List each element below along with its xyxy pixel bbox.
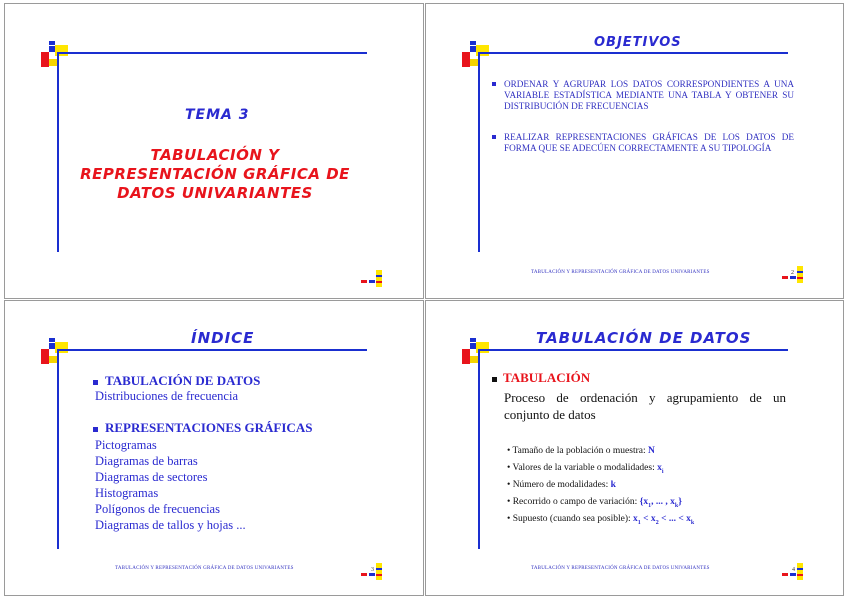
title-line-1: TABULACIÓN Y — [150, 146, 280, 164]
corner-logo-icon — [41, 338, 71, 372]
header-rule — [57, 52, 367, 54]
slide-1 — [4, 3, 424, 299]
corner-logo-icon — [462, 338, 492, 372]
page-number: 2 — [791, 270, 794, 276]
objective-item-1 — [504, 79, 794, 112]
page-number: 4 — [792, 567, 795, 573]
corner-logo-icon — [41, 41, 71, 75]
tabulacion-heading: TABULACIÓN — [492, 370, 590, 386]
index-item: Polígonos de frecuencias — [95, 502, 220, 516]
corner-logo-icon — [462, 41, 492, 75]
slide-3-title: ÍNDICE — [191, 329, 255, 347]
bullet-icon — [492, 377, 497, 382]
mini-logo-icon — [361, 563, 383, 581]
side-rule — [478, 349, 480, 549]
objective-text-1: ORDENAR Y AGRUPAR LOS DATOS CORRESPONDIENTES A UNA VARIABLE ESTADÍSTICA MEDIANTE UNA TABLA Y OBTENER SU DISTRIBUCIÓN DE FRECUENCIAS — [504, 79, 794, 111]
index-item: Diagramas de sectores — [95, 470, 208, 484]
mini-logo-icon — [782, 563, 804, 581]
side-rule — [478, 52, 480, 252]
page-number: 3 — [371, 567, 374, 573]
index-item: Distribuciones de frecuencia — [95, 389, 238, 403]
header-rule — [57, 349, 367, 351]
bullet-icon — [492, 82, 496, 86]
tabulacion-definition: Proceso de ordenación y agrupamiento de un conjunto de datos — [504, 390, 786, 422]
definition-item: • Número de modalidades: k — [507, 480, 616, 490]
bullet-icon — [93, 380, 98, 385]
mini-logo-icon — [782, 266, 804, 284]
slide-footer: TABULACIÓN Y REPRESENTACIÓN GRÁFICA DE DATOS UNIVARIANTES — [531, 566, 710, 571]
slide-4 — [425, 300, 844, 596]
title-line-3: DATOS UNIVARIANTES — [117, 184, 313, 202]
slide-1-title — [45, 146, 385, 203]
slide-2-title: OBJETIVOS — [594, 35, 682, 50]
slide-footer: TABULACIÓN Y REPRESENTACIÓN GRÁFICA DE DATOS UNIVARIANTES — [531, 270, 710, 275]
slide-footer: TABULACIÓN Y REPRESENTACIÓN GRÁFICA DE DATOS UNIVARIANTES — [115, 566, 294, 571]
title-line-2: REPRESENTACIÓN GRÁFICA DE — [80, 165, 350, 183]
tema-label: TEMA 3 — [185, 107, 250, 123]
index-item: Pictogramas — [95, 438, 157, 452]
definition-item: • Recorrido o campo de variación: {$x_1$, ... , $x_k$} — [507, 497, 682, 509]
slide-4-title: TABULACIÓN DE DATOS — [536, 329, 752, 347]
index-section-2: REPRESENTACIONES GRÁFICAS — [93, 420, 312, 436]
definition-item: • Valores de la variable o modalidades: $x_i$ — [507, 463, 664, 475]
bullet-icon — [93, 427, 98, 432]
slide-2 — [425, 3, 844, 299]
index-item: Diagramas de barras — [95, 454, 198, 468]
side-rule — [57, 349, 59, 549]
index-item: Histogramas — [95, 486, 159, 500]
header-rule — [478, 52, 788, 54]
index-item: Diagramas de tallos y hojas ... — [95, 518, 246, 532]
mini-logo-icon — [361, 270, 383, 288]
index-section-1: TABULACIÓN DE DATOS — [93, 373, 260, 389]
slide-3 — [4, 300, 424, 596]
objective-item-2 — [504, 132, 794, 154]
definition-item: • Tamaño de la población o muestra: N — [507, 446, 655, 456]
objective-text-2: REALIZAR REPRESENTACIONES GRÁFICAS DE LOS DATOS DE FORMA QUE SE ADECÚEN CORRECTAMENTE A SU TIPOLOGÍA — [504, 132, 794, 153]
definition-item: • Supuesto (cuando sea posible): $x_1 < x_2$ < ... < $x_k$ — [507, 514, 695, 526]
header-rule — [478, 349, 788, 351]
bullet-icon — [492, 135, 496, 139]
